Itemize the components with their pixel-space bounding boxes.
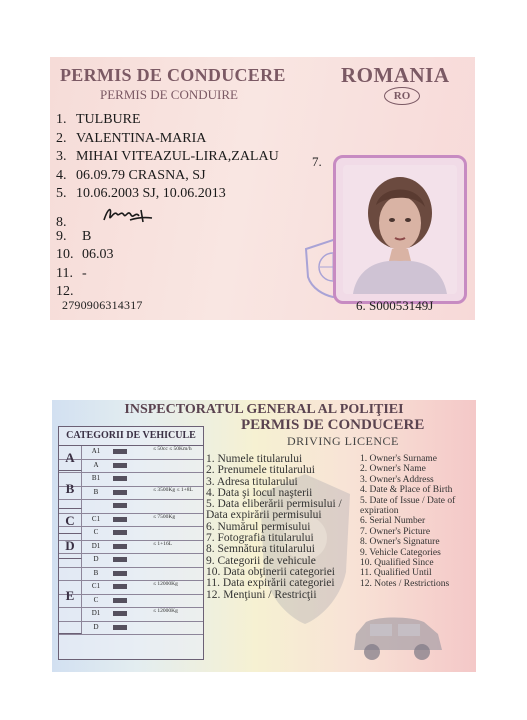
document-number: 2790906314317 <box>62 298 143 312</box>
category-code: B <box>93 487 99 496</box>
legend-ro-item: 9. Categorii de vehicule <box>206 554 316 567</box>
legend-en-item: 1. Owner's Surname <box>360 454 437 464</box>
back-subtitle: DRIVING LICENCE <box>287 434 399 448</box>
legend-ro-item: 5. Data eliberării permisului / <box>206 498 342 511</box>
category-group-label: B <box>59 471 82 509</box>
legend-en-item: 6. Serial Number <box>360 516 426 527</box>
field-restrictions: 12. <box>56 284 74 299</box>
vehicle-icon <box>111 475 139 482</box>
country-name: ROMANIA <box>341 63 450 87</box>
serial-number: 6. S00053149J <box>356 298 434 313</box>
legend-en-item: 12. Notes / Restrictions <box>360 578 450 589</box>
legend-ro-item: 10. Data obţinerii categoriei <box>206 565 336 578</box>
category-code: D1 <box>91 541 101 550</box>
field-issue: 5. 10.06.2003 SJ, 10.06.2013 <box>56 186 226 201</box>
signature-image <box>100 204 156 233</box>
field-name: 2. VALENTINA-MARIA <box>56 130 207 146</box>
category-code: C1 <box>91 514 101 523</box>
legend-en-item: 9. Vehicle Categories <box>360 547 441 558</box>
field-birth: 4. 06.09.79 CRASNA, SJ <box>56 167 206 183</box>
category-limit: ≤ 12000Kg <box>153 581 178 587</box>
vehicle-categories-table <box>58 426 204 660</box>
category-code: C <box>93 528 99 536</box>
license-subtitle: PERMIS DE CONDUIRE <box>100 87 238 102</box>
legend-ro-item: 3. Adresa titularului <box>206 475 298 488</box>
legend-en-item: 2. Owner's Name <box>360 464 426 475</box>
category-limit: ≤ 1+16L <box>153 540 173 547</box>
category-group-label: C <box>59 509 82 534</box>
legend-en-item: 11. Qualified Until <box>360 568 432 579</box>
vehicle-icon <box>111 597 139 604</box>
license-back <box>52 400 476 672</box>
field-qualified-since: 10. 06.03 <box>56 247 114 262</box>
category-code: D <box>93 622 99 631</box>
legend-ro-item: 6. Numărul permisului <box>206 520 311 533</box>
vehicle-icon <box>111 570 139 577</box>
country-code-badge: RO <box>384 87 420 105</box>
car-silhouette-icon <box>348 612 446 664</box>
legend-ro-item: 8. Semnătura titularului <box>206 543 315 556</box>
category-code: A1 <box>91 447 101 455</box>
vehicle-icon <box>111 543 139 550</box>
legend-romanian <box>206 454 342 601</box>
legend-ro-item: 12. Menţiuni / Restricţii <box>206 588 317 601</box>
vehicle-icon <box>111 516 139 523</box>
back-title: PERMIS DE CONDUCERE <box>241 417 425 433</box>
legend-ro-item: 7. Fotografia titularului <box>206 532 314 545</box>
vehicle-icon <box>111 448 139 455</box>
holder-fields <box>56 111 279 302</box>
legend-en-item: 5. Date of Issue / Date of <box>360 495 456 506</box>
category-limit: ≤ 3500Kg ≤ 1+8L <box>153 486 193 493</box>
category-group-label: E <box>59 559 82 634</box>
legend-ro-item: Data expirării permisului <box>206 509 322 522</box>
vehicle-icon <box>111 489 139 496</box>
field-signature: 8. <box>56 204 279 228</box>
field-qualified-until: 11. - <box>56 265 87 281</box>
category-limit: ≤ 7500Kg <box>153 513 176 520</box>
category-code: C1 <box>91 582 101 590</box>
license-front <box>50 57 475 320</box>
photo-label: 7. <box>312 154 322 169</box>
legend-en-item: 4. Date & Place of Birth <box>360 485 453 496</box>
vehicle-icon <box>111 624 139 631</box>
legend-en-item: 8. Owner's Signature <box>360 537 440 548</box>
vehicle-icon <box>111 583 139 590</box>
category-code: A <box>93 460 99 469</box>
vehicle-icon <box>111 610 139 617</box>
category-code: D <box>93 555 99 563</box>
legend-en-item: 3. Owner's Address <box>360 474 434 485</box>
legend-english <box>360 454 455 589</box>
category-group-label: D <box>59 534 82 559</box>
holder-photo-frame <box>333 155 467 304</box>
license-title: PERMIS DE CONDUCERE <box>60 65 286 85</box>
legend-ro-item: 11. Data expirării categoriei <box>206 577 335 590</box>
vehicle-icon <box>111 502 139 509</box>
holder-photo <box>343 165 457 294</box>
vehicle-icon <box>111 462 139 469</box>
field-address: 3. MIHAI VITEAZUL-LIRA,ZALAU <box>56 149 279 164</box>
field-surname: 1. TULBURE <box>56 112 141 127</box>
legend-ro-item: 4. Data şi locul naşterii <box>206 486 313 499</box>
category-group-label: A <box>59 446 82 471</box>
vehicle-icon <box>111 556 139 563</box>
vehicle-icon <box>111 529 139 536</box>
legend-ro-item: 1. Numele titularului <box>206 453 303 465</box>
category-code: B1 <box>91 474 101 482</box>
legend-en-item: expiration <box>360 506 399 517</box>
legend-ro-item: 2. Prenumele titularului <box>206 464 315 477</box>
issuer-title: INSPECTORATUL GENERAL AL POLIŢIEI <box>124 402 404 417</box>
categories-grid <box>59 446 203 635</box>
field-categories: 9. B <box>56 228 92 244</box>
categories-header: CATEGORII DE VEHICULE <box>59 427 203 446</box>
category-code: D1 <box>91 609 101 617</box>
legend-en-item: 10. Qualified Since <box>360 558 434 569</box>
legend-en-item: 7. Owner's Picture <box>360 526 431 537</box>
category-limit: ≤ 50cc ≤ 50Km/h <box>153 446 192 452</box>
category-code: B <box>93 568 99 577</box>
category-limit: ≤ 12000Kg <box>153 608 178 614</box>
category-code: C <box>93 595 99 604</box>
